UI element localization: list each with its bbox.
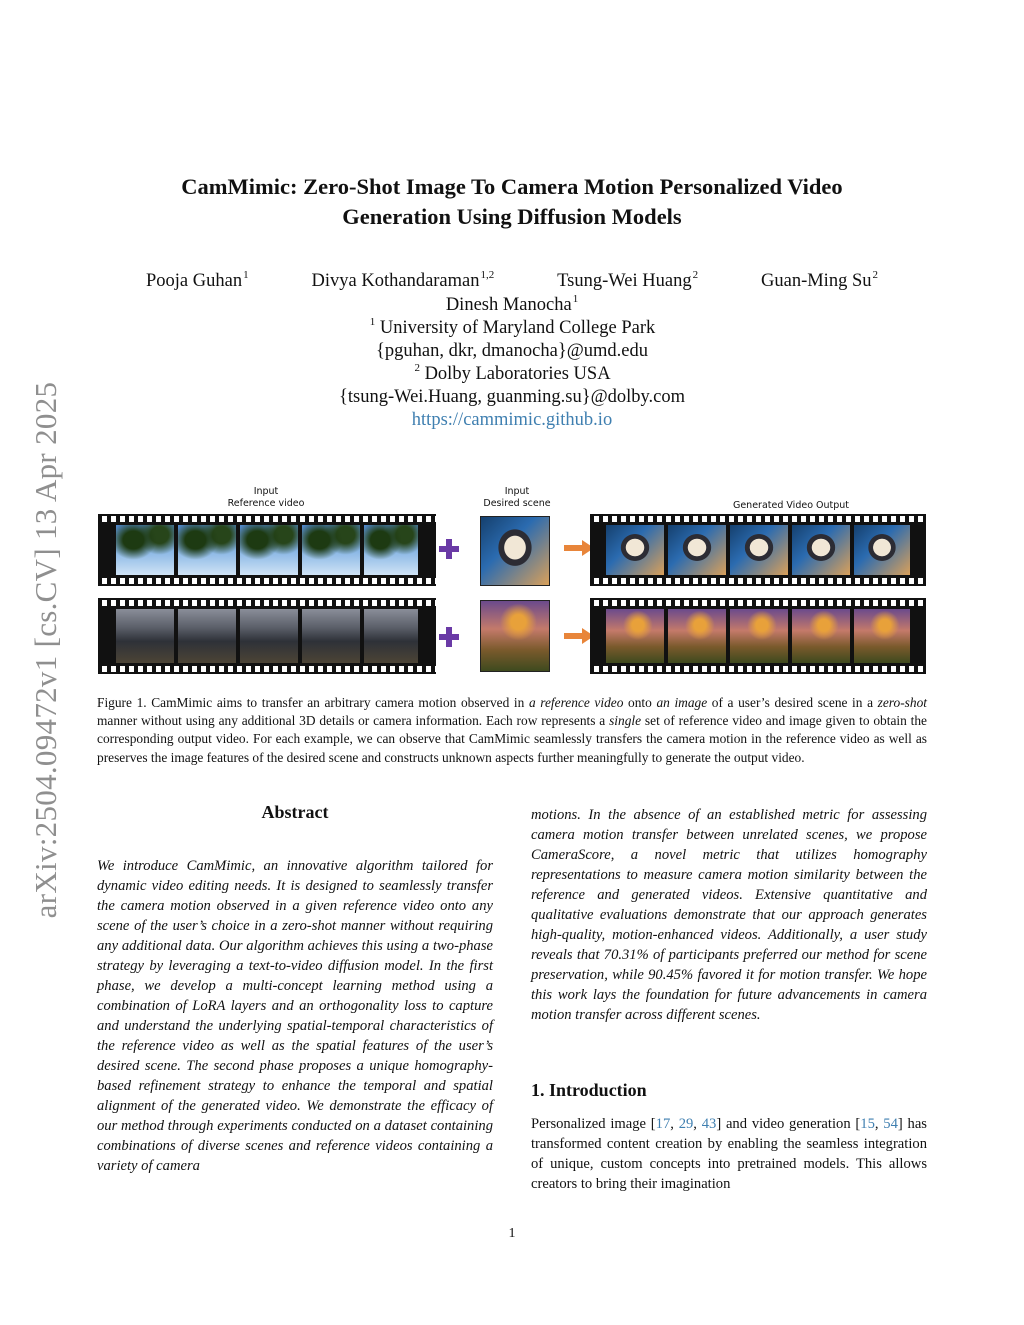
label-desired-scene (472, 486, 562, 510)
affiliation-1 (100, 317, 924, 340)
intro-text-part: , (693, 1116, 702, 1132)
paper-title (100, 172, 924, 232)
email-2: {tsung-Wei.Huang, guanming.su}@dolby.com (338, 387, 686, 407)
desired-scene-image-meadow (480, 600, 550, 672)
author-5-name: Dinesh Manocha (445, 295, 572, 315)
citation-link[interactable]: 29 (678, 1116, 694, 1132)
project-link[interactable]: https://cammimic.github.io (411, 410, 613, 430)
reference-frame (302, 609, 360, 663)
generated-frame (854, 609, 910, 663)
plus-icon (438, 538, 460, 560)
author-4-affiliation: 2 (872, 269, 878, 281)
title-line-1: CamMimic: Zero-Shot Image To Camera Motion Personalized Video (181, 174, 843, 199)
author-2-affiliation: 1,2 (480, 269, 495, 281)
caption-emphasis: an image (656, 695, 708, 710)
label-generated-output: Generated Video Output (732, 500, 850, 511)
affiliation-2-marker: 2 (414, 362, 420, 374)
generated-frame (606, 525, 664, 575)
author-5-affiliation: 1 (572, 293, 579, 305)
caption-text: Figure 1. CamMimic aims to transfer an arbitrary camera motion observed in (97, 695, 529, 710)
author-1-name: Pooja Guhan (146, 271, 243, 291)
figure-1 (96, 480, 928, 680)
caption-text: of a user’s desired scene in a (707, 695, 878, 710)
citation-link[interactable]: 15 (860, 1116, 875, 1132)
caption-text: set of reference video and image given to obtain the corresponding output video. For each example, we can observe that CamMimic seamlessly transfers the camera motion in the reference video as well as preserves the image features of the desired scene and constructs unknown aspects further meaningfully to generate the output video. (97, 713, 928, 765)
caption-emphasis: zero-shot (877, 695, 927, 710)
generated-video-strip-2 (590, 598, 926, 674)
reference-frame (240, 525, 298, 575)
label-reference-line-2: Reference video (227, 498, 305, 509)
reference-frame (364, 525, 418, 575)
author-4 (761, 270, 878, 293)
generated-frame (792, 525, 850, 575)
caption-text: manner without using any additional 3D details or camera information. Each row represents a (97, 713, 610, 729)
author-3-affiliation: 2 (692, 269, 699, 281)
affiliation-1-name: University of Maryland College Park (379, 318, 656, 338)
abstract-text-left: We introduce CamMimic, an innovative algorithm tailored for dynamic video editing needs. It is designed to seamlessly transfer the camera motion observed in a given reference video onto any scene of the user’s choice in a zero-shot manner without requiring any additional data. Our algorithm achieves this using a two-phase strategy by leveraging a text-to-video diffusion model. In the first phase, we develop a multi-concept learning method using a combination of LoRA layers and an orthogonality loss to capture and understand the underlying spatial-temporal characteristics of the reference video as well as the spatial features of the user’s desired scene. The second phase proposes a unique homography-based refinement strategy to enhance the temporal and spatial alignment of the generated video. We demonstrate the efficacy of our method through experiments conducted on a dataset containing combinations of diverse scenes and reference videos containing a variety of camera (97, 858, 493, 1174)
intro-text-part: Personalized image [ (531, 1116, 656, 1132)
affiliation-2-name: Dolby Laboratories USA (424, 364, 611, 384)
intro-text-part: , (874, 1116, 884, 1132)
project-link-line (100, 409, 924, 432)
author-list (100, 270, 924, 293)
abstract-text-right: motions. In the absence of an established metric for assessing camera motion transfer between unrelated scenes, we propose CameraScore, a novel metric that utilizes homography representations to measure camera motion similarity between the reference and generated videos. Extensive quantitative and qualitative evaluations demonstrate that our approach generates high-quality, motion-enhanced videos. Additionally, a user study reveals that 70.31% of participants preferred our method for scene preservation, while 90.45% favored it for motion transfer. We hope this work lays the foundation for future advancements in camera motion transfer across different scenes. (531, 807, 927, 1023)
caption-emphasis: single (609, 713, 642, 729)
page-number: 1 (508, 1226, 516, 1241)
title-line-2: Generation Using Diffusion Models (342, 204, 682, 229)
generated-frame (792, 609, 850, 663)
author-1 (146, 270, 249, 293)
generated-frame (730, 525, 788, 575)
generated-frame (854, 525, 910, 575)
reference-frame (178, 609, 236, 663)
introduction-text (531, 1114, 927, 1194)
introduction-heading: 1. Introduction (531, 1080, 647, 1100)
generated-video-strip-1 (590, 514, 926, 586)
label-scene-line-1: Input (504, 486, 530, 497)
author-4-name: Guan-Ming Su (761, 271, 872, 291)
reference-frame (116, 525, 174, 575)
reference-frame (364, 609, 418, 663)
intro-text-part: , (670, 1116, 679, 1132)
email-1: {pguhan, dkr, dmanocha}@umd.edu (376, 341, 648, 361)
label-reference-line-1: Input (253, 486, 279, 497)
generated-frame (668, 525, 726, 575)
label-reference-video (216, 486, 316, 510)
reference-frame (240, 609, 298, 663)
citation-link[interactable]: 17 (655, 1116, 671, 1132)
reference-video-strip-2 (98, 598, 436, 674)
affiliation-2 (100, 363, 924, 386)
citation-link[interactable]: 54 (883, 1116, 898, 1132)
abstract-heading: Abstract (261, 802, 329, 822)
author-1-affiliation: 1 (243, 269, 249, 281)
affiliation-1-marker: 1 (369, 316, 376, 328)
citation-link[interactable]: 43 (701, 1116, 717, 1132)
generated-frame (730, 609, 788, 663)
reference-frame (302, 525, 360, 575)
reference-frame (116, 609, 174, 663)
author-2 (312, 270, 495, 293)
arxiv-identifier-stamp: arXiv:2504.09472v1 [cs.CV] 13 Apr 2025 (28, 381, 63, 919)
reference-frame (178, 525, 236, 575)
reference-video-strip-1 (98, 514, 436, 586)
author-5 (100, 294, 924, 317)
generated-frame (606, 609, 664, 663)
author-3-name: Tsung-Wei Huang (557, 271, 692, 291)
author-2-name: Divya Kothandaraman (311, 271, 480, 291)
intro-text-part: ] and video generation [ (716, 1116, 861, 1132)
plus-icon (438, 626, 460, 648)
caption-emphasis: a reference video (528, 695, 624, 710)
desired-scene-image-penguin (480, 516, 550, 586)
caption-text: onto (623, 695, 657, 710)
intro-text-part: ] has transformed content creation by enabling the seamless integration of unique, custom concepts into pretrained models. This allows creators to bring their imagination (531, 1116, 927, 1192)
figure-1-caption (97, 694, 927, 767)
author-3 (557, 270, 698, 293)
label-scene-line-2: Desired scene (483, 498, 551, 509)
generated-frame (668, 609, 726, 663)
